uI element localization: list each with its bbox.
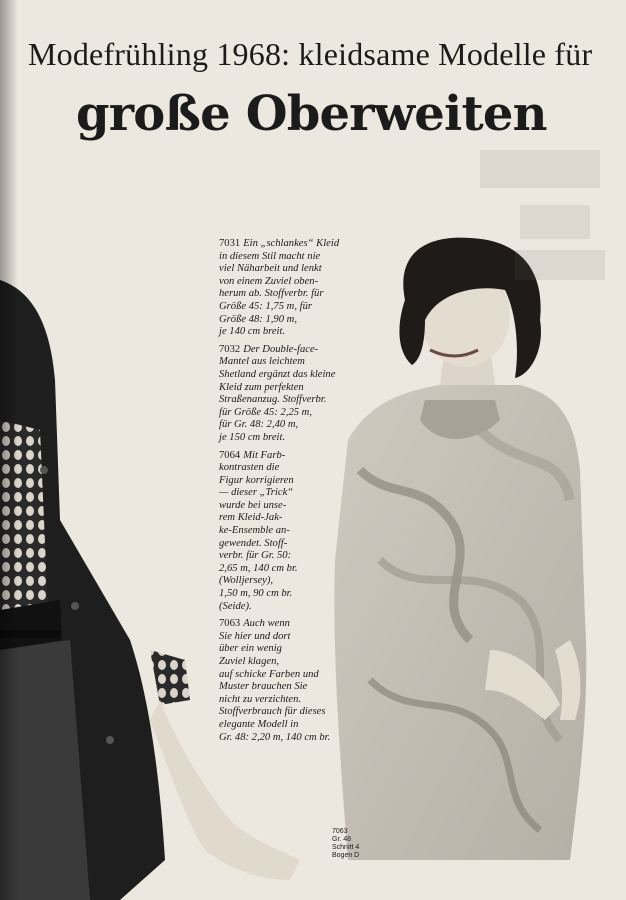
page-gutter-shadow [0, 0, 18, 900]
ref-number: 7063 [332, 828, 348, 835]
caption-number: 7031 [219, 238, 241, 249]
headline-line-2: große Oberweiten [76, 86, 547, 142]
photo-reference-label [332, 828, 359, 860]
ref-sheet: Bogen D [332, 852, 360, 859]
caption-7063: 7063 Auch wenn Sie hier und dort über ein wenig Zuviel klagen, auf schicke Farben und Muster brauchen Sie nicht zu verzichten. Stoffverbrauch für dieses elegante Modell in Gr. 48: 2,20 m, 140 cm br. [219, 618, 331, 743]
ref-size: Gr. 48 [332, 836, 352, 843]
caption-number: 7032 [219, 343, 241, 355]
caption-7064: 7064 Mit Farb- kontrasten die Figur korrigieren — dieser „Trick“ wurde bei unse- rem Kleid-Jak- ke-Ensemble an- gewendet. Stoff- verbr. für Gr. 50: 2,65 m, 140 cm br. (Wolljersey), 1,50 m, 90 cm br. (Seide). [219, 449, 298, 612]
ref-pattern: Schnitt 4 [332, 844, 360, 851]
caption-7032: 7032 Der Double-face- Mantel aus leichtem Shetland ergänzt das kleine Kleid zum perfekten Straßenanzug. Stoffverbr. für Größe 45: 2,25 m, für Gr. 48: 2,40 m, je 150 cm breit. [219, 343, 336, 443]
caption-column [219, 238, 377, 749]
caption-number: 7063 [219, 618, 241, 630]
headline-line-1: Modefrühling 1968: kleidsame Modelle für [28, 36, 593, 72]
caption-number: 7064 [219, 449, 241, 461]
caption-7031: 7031 Ein „schlankes“ Kleid in diesem Stil macht nie viel Näharbeit und lenkt von einem Zuviel oben- herum ab. Stoffverbr. für Größe 45: 1,75 m, für Größe 48: 1,90 m, je 140 cm breit. [219, 238, 340, 338]
